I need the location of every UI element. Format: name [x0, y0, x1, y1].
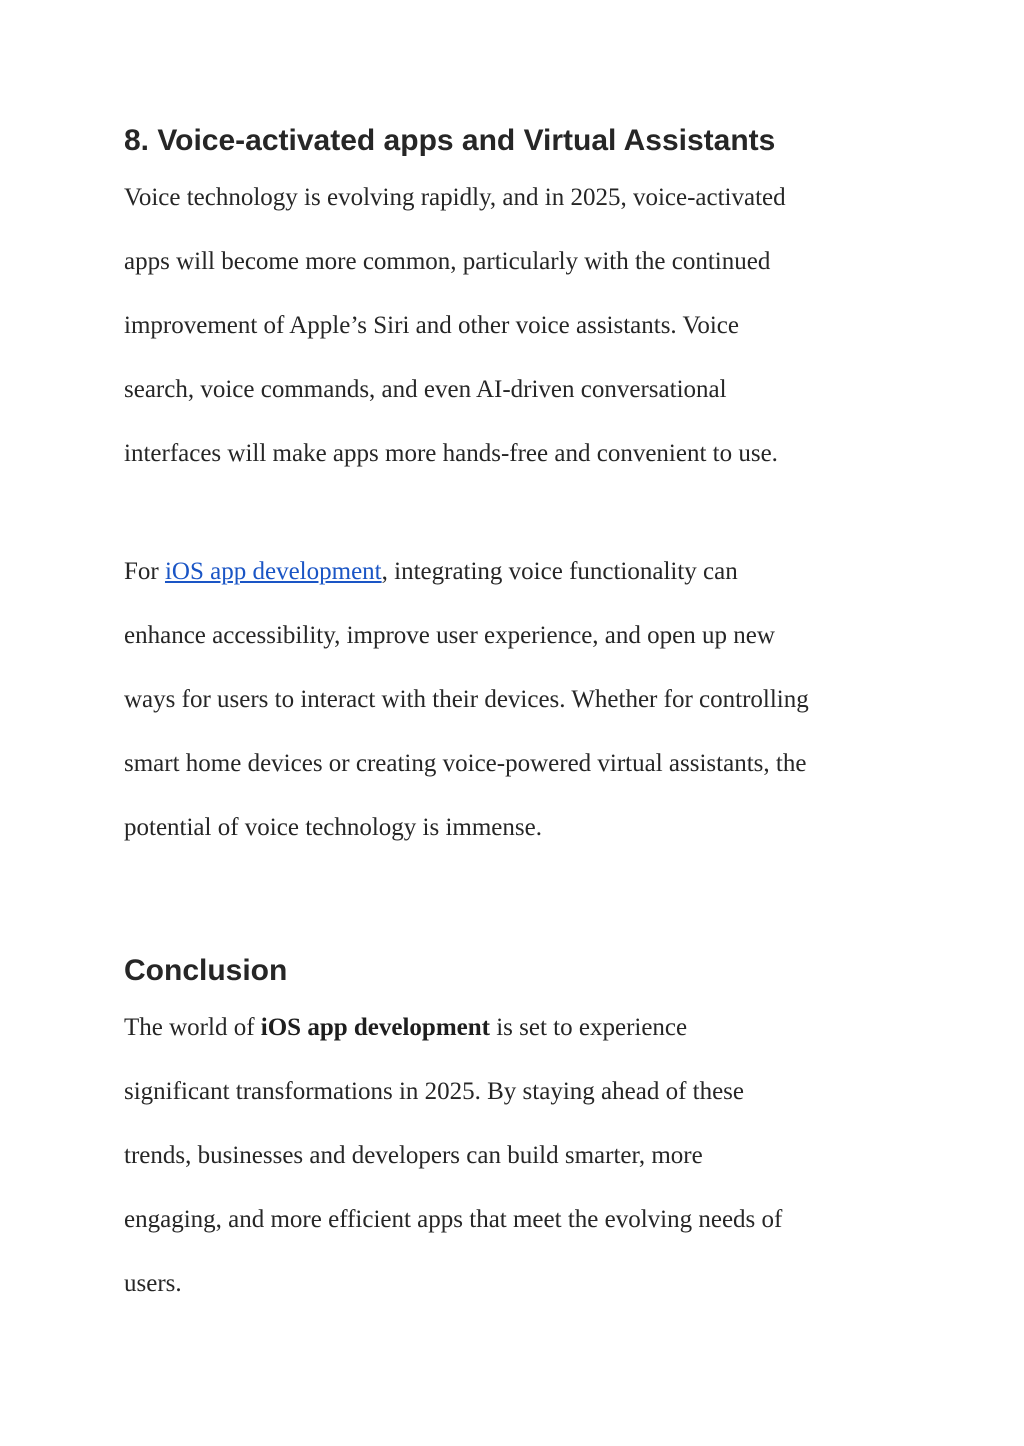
text-line: potential of voice technology is immense.	[124, 814, 542, 841]
ios-app-development-link[interactable]: iOS app development	[164, 558, 382, 585]
text-fragment: For	[124, 558, 165, 585]
text-line: improvement of Apple’s Siri and other voice assistants. Voice	[124, 312, 739, 339]
text-line: users.	[124, 1270, 182, 1297]
text-line: significant transformations in 2025. By staying ahead of these	[124, 1078, 745, 1105]
text-fragment: , integrating voice functionality can	[381, 558, 738, 585]
bold-ios-app-development: iOS app development	[260, 1014, 490, 1041]
text-line: trends, businesses and developers can build smarter, more	[124, 1142, 703, 1169]
text-fragment: is set to experience	[489, 1014, 688, 1041]
text-line: engaging, and more efficient apps that meet the evolving needs of	[124, 1206, 783, 1233]
text-line: search, voice commands, and even AI-driven conversational	[124, 376, 727, 403]
text-fragment: The world of	[124, 1014, 261, 1041]
text-line: smart home devices or creating voice-powered virtual assistants, the	[124, 750, 807, 777]
section-heading-conclusion: Conclusion	[124, 954, 288, 987]
paragraph-ios-voice-functionality	[124, 540, 914, 860]
text-line: enhance accessibility, improve user experience, and open up new	[124, 622, 775, 649]
text-line: Voice technology is evolving rapidly, and in 2025, voice-activated	[124, 184, 786, 211]
paragraph-conclusion	[124, 996, 914, 1316]
text-line: interfaces will make apps more hands-free and convenient to use.	[124, 440, 778, 467]
paragraph-voice-technology	[124, 166, 914, 486]
section-heading-voice-apps: 8. Voice-activated apps and Virtual Assistants	[124, 124, 776, 157]
text-line	[124, 540, 914, 604]
text-line	[124, 996, 914, 1060]
text-line: ways for users to interact with their devices. Whether for controlling	[124, 686, 809, 713]
text-line: apps will become more common, particularly with the continued	[124, 248, 771, 275]
